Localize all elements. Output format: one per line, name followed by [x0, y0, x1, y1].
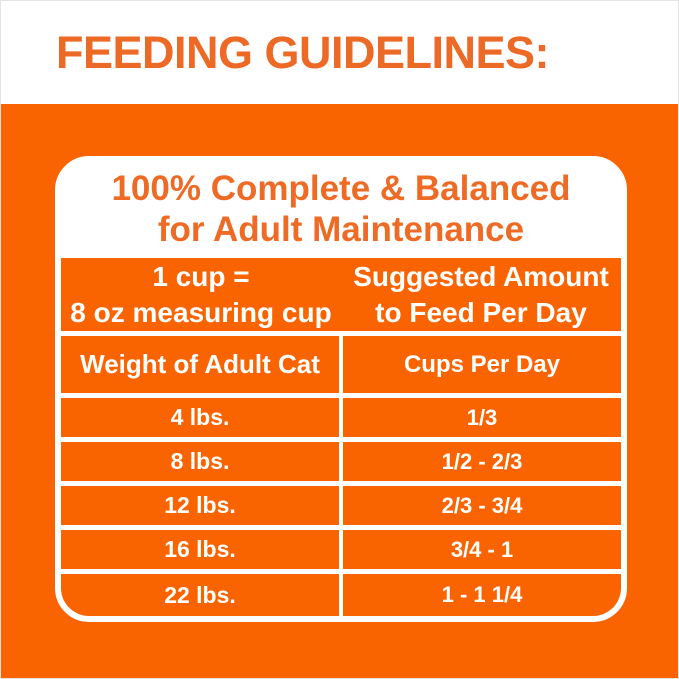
cups-cell: 2/3 - 3/4 [343, 486, 621, 525]
cups-cell: 3/4 - 1 [343, 530, 621, 569]
column-header-weight: Weight of Adult Cat [61, 336, 339, 393]
column-header-cups: Cups Per Day [343, 336, 621, 393]
suggested-amount-line1: Suggested Amount [353, 260, 609, 292]
weight-cell: 12 lbs. [61, 486, 339, 525]
cups-cell: 1/3 [343, 398, 621, 437]
table-row [61, 530, 621, 569]
cup-equivalence-line1: 1 cup = [152, 260, 250, 292]
table-row [61, 398, 621, 437]
table-row [61, 486, 621, 525]
suggested-amount-note [341, 258, 621, 331]
table-row [61, 442, 621, 481]
weight-cell: 16 lbs. [61, 530, 339, 569]
suggested-amount-line2: to Feed Per Day [375, 296, 587, 328]
table-row [61, 574, 621, 616]
page-title: FEEDING GUIDELINES: [56, 26, 550, 78]
cups-cell: 1/2 - 2/3 [343, 442, 621, 481]
card-heading-line2: for Adult Maintenance [157, 210, 525, 249]
weight-cell: 8 lbs. [61, 442, 339, 481]
cup-equivalence-line2: 8 oz measuring cup [70, 296, 332, 328]
feeding-table [61, 258, 621, 616]
card-heading [61, 162, 621, 258]
cup-equivalence-note [61, 258, 341, 331]
orange-background [1, 104, 678, 679]
card-heading-line1: 100% Complete & Balanced [111, 169, 571, 209]
weight-cell: 22 lbs. [61, 574, 339, 616]
info-row [61, 258, 621, 331]
table-header-row [61, 336, 621, 393]
cups-cell: 1 - 1 1/4 [343, 574, 621, 616]
feeding-table-card [55, 156, 627, 622]
top-band [1, 1, 678, 104]
weight-cell: 4 lbs. [61, 398, 339, 437]
